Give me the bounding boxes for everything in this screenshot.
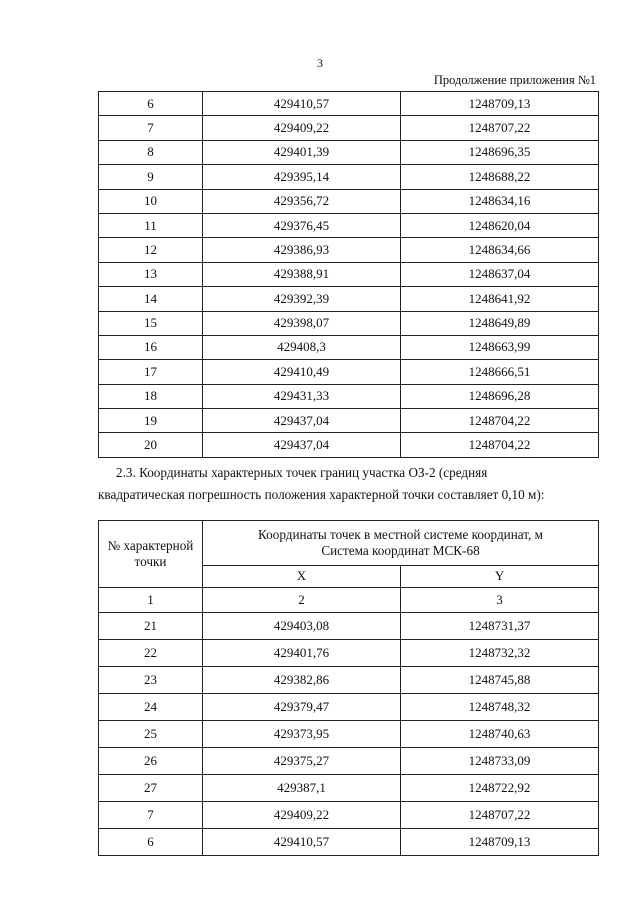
point-number-cell: 18	[99, 384, 203, 408]
coordinates-table-body	[99, 92, 599, 458]
table-row	[99, 433, 599, 457]
point-number-cell: 6	[99, 92, 203, 116]
coordinates-table-continued	[98, 91, 599, 458]
y-coordinate-cell: 1248722,92	[401, 775, 599, 802]
point-number-cell: 26	[99, 748, 203, 775]
x-coordinate-cell: 429401,39	[203, 140, 401, 164]
table-row	[99, 384, 599, 408]
x-coordinate-cell: 429356,72	[203, 189, 401, 213]
table-row	[99, 287, 599, 311]
x-coordinate-cell: 429437,04	[203, 409, 401, 433]
y-coordinate-cell: 1248637,04	[401, 262, 599, 286]
y-coordinate-cell: 1248666,51	[401, 360, 599, 384]
header-coordinates	[203, 521, 599, 566]
table-row	[99, 667, 599, 694]
table-row	[99, 748, 599, 775]
y-coordinate-cell: 1248709,13	[401, 92, 599, 116]
point-number-cell: 22	[99, 640, 203, 667]
table-row	[99, 640, 599, 667]
table-row	[99, 262, 599, 286]
x-coordinate-cell: 429386,93	[203, 238, 401, 262]
y-coordinate-cell: 1248732,32	[401, 640, 599, 667]
x-coordinate-cell: 429410,49	[203, 360, 401, 384]
point-number-cell: 24	[99, 694, 203, 721]
x-coordinate-cell: 429379,47	[203, 694, 401, 721]
x-coordinate-cell: 429395,14	[203, 165, 401, 189]
table-row	[99, 694, 599, 721]
y-coordinate-cell: 1248733,09	[401, 748, 599, 775]
y-coordinate-cell: 1248709,13	[401, 829, 599, 856]
point-number-cell: 7	[99, 802, 203, 829]
table-row	[99, 802, 599, 829]
point-number-cell: 11	[99, 213, 203, 237]
x-coordinate-cell: 429387,1	[203, 775, 401, 802]
column-index: 3	[401, 588, 599, 613]
y-coordinate-cell: 1248688,22	[401, 165, 599, 189]
table-row	[99, 92, 599, 116]
point-number-cell: 14	[99, 287, 203, 311]
table-row	[99, 775, 599, 802]
point-number-cell: 21	[99, 613, 203, 640]
table-row	[99, 335, 599, 359]
x-coordinate-cell: 429410,57	[203, 829, 401, 856]
table-row	[99, 360, 599, 384]
x-coordinate-cell: 429409,22	[203, 802, 401, 829]
table-row	[99, 409, 599, 433]
y-coordinate-cell: 1248748,32	[401, 694, 599, 721]
x-coordinate-cell: 429382,86	[203, 667, 401, 694]
x-coordinate-cell: 429409,22	[203, 116, 401, 140]
point-number-cell: 9	[99, 165, 203, 189]
y-coordinate-cell: 1248745,88	[401, 667, 599, 694]
table-row	[99, 189, 599, 213]
point-number-cell: 10	[99, 189, 203, 213]
y-coordinate-cell: 1248696,28	[401, 384, 599, 408]
point-number-cell: 12	[99, 238, 203, 262]
point-number-cell: 23	[99, 667, 203, 694]
y-coordinate-cell: 1248634,66	[401, 238, 599, 262]
point-number-cell: 16	[99, 335, 203, 359]
point-number-cell: 25	[99, 721, 203, 748]
point-number-cell: 6	[99, 829, 203, 856]
section-2-3-paragraph	[98, 462, 598, 506]
appendix-continuation-note: Продолжение приложения №1	[433, 73, 596, 87]
point-number-cell: 13	[99, 262, 203, 286]
table-row	[99, 165, 599, 189]
table-header-row	[99, 521, 599, 566]
point-number-cell: 19	[99, 409, 203, 433]
y-coordinate-cell: 1248634,16	[401, 189, 599, 213]
y-coordinate-cell: 1248704,22	[401, 433, 599, 457]
section-text-line-1: 2.3. Координаты характерных точек границ участка ОЗ-2 (средняя	[116, 465, 488, 480]
x-coordinate-cell: 429408,3	[203, 335, 401, 359]
y-coordinate-cell: 1248696,35	[401, 140, 599, 164]
x-coordinate-cell: 429376,45	[203, 213, 401, 237]
x-coordinate-cell: 429398,07	[203, 311, 401, 335]
header-x: X	[203, 566, 401, 588]
column-index: 2	[203, 588, 401, 613]
y-coordinate-cell: 1248740,63	[401, 721, 599, 748]
table-row	[99, 238, 599, 262]
x-coordinate-cell: 429403,08	[203, 613, 401, 640]
x-coordinate-cell: 429410,57	[203, 92, 401, 116]
y-coordinate-cell: 1248731,37	[401, 613, 599, 640]
table-row	[99, 140, 599, 164]
point-number-cell: 7	[99, 116, 203, 140]
point-number-cell: 15	[99, 311, 203, 335]
x-coordinate-cell: 429437,04	[203, 433, 401, 457]
column-index-row	[99, 588, 599, 613]
table-row	[99, 311, 599, 335]
header-coordinates-line-2: Система координат МСК-68	[321, 543, 480, 558]
header-coordinates-line-1: Координаты точек в местной системе координат, м	[258, 526, 543, 542]
point-number-cell: 27	[99, 775, 203, 802]
x-coordinate-cell: 429388,91	[203, 262, 401, 286]
x-coordinate-cell: 429375,27	[203, 748, 401, 775]
point-number-cell: 20	[99, 433, 203, 457]
point-number-cell: 8	[99, 140, 203, 164]
oz2-coordinates-table	[98, 520, 599, 856]
header-point-number: № характерной точки	[99, 521, 203, 588]
table-row	[99, 213, 599, 237]
section-text-line-2: квадратическая погрешность положения характерной точки составляет 0,10 м):	[98, 487, 545, 502]
x-coordinate-cell: 429401,76	[203, 640, 401, 667]
y-coordinate-cell: 1248663,99	[401, 335, 599, 359]
y-coordinate-cell: 1248707,22	[401, 802, 599, 829]
oz2-table-body	[99, 521, 599, 856]
x-coordinate-cell: 429392,39	[203, 287, 401, 311]
y-coordinate-cell: 1248641,92	[401, 287, 599, 311]
y-coordinate-cell: 1248704,22	[401, 409, 599, 433]
header-y: Y	[401, 566, 599, 588]
table-row	[99, 721, 599, 748]
y-coordinate-cell: 1248620,04	[401, 213, 599, 237]
column-index: 1	[99, 588, 203, 613]
x-coordinate-cell: 429431,33	[203, 384, 401, 408]
point-number-cell: 17	[99, 360, 203, 384]
page-number: 3	[317, 56, 323, 70]
x-coordinate-cell: 429373,95	[203, 721, 401, 748]
y-coordinate-cell: 1248707,22	[401, 116, 599, 140]
y-coordinate-cell: 1248649,89	[401, 311, 599, 335]
table-row	[99, 116, 599, 140]
table-row	[99, 829, 599, 856]
table-row	[99, 613, 599, 640]
